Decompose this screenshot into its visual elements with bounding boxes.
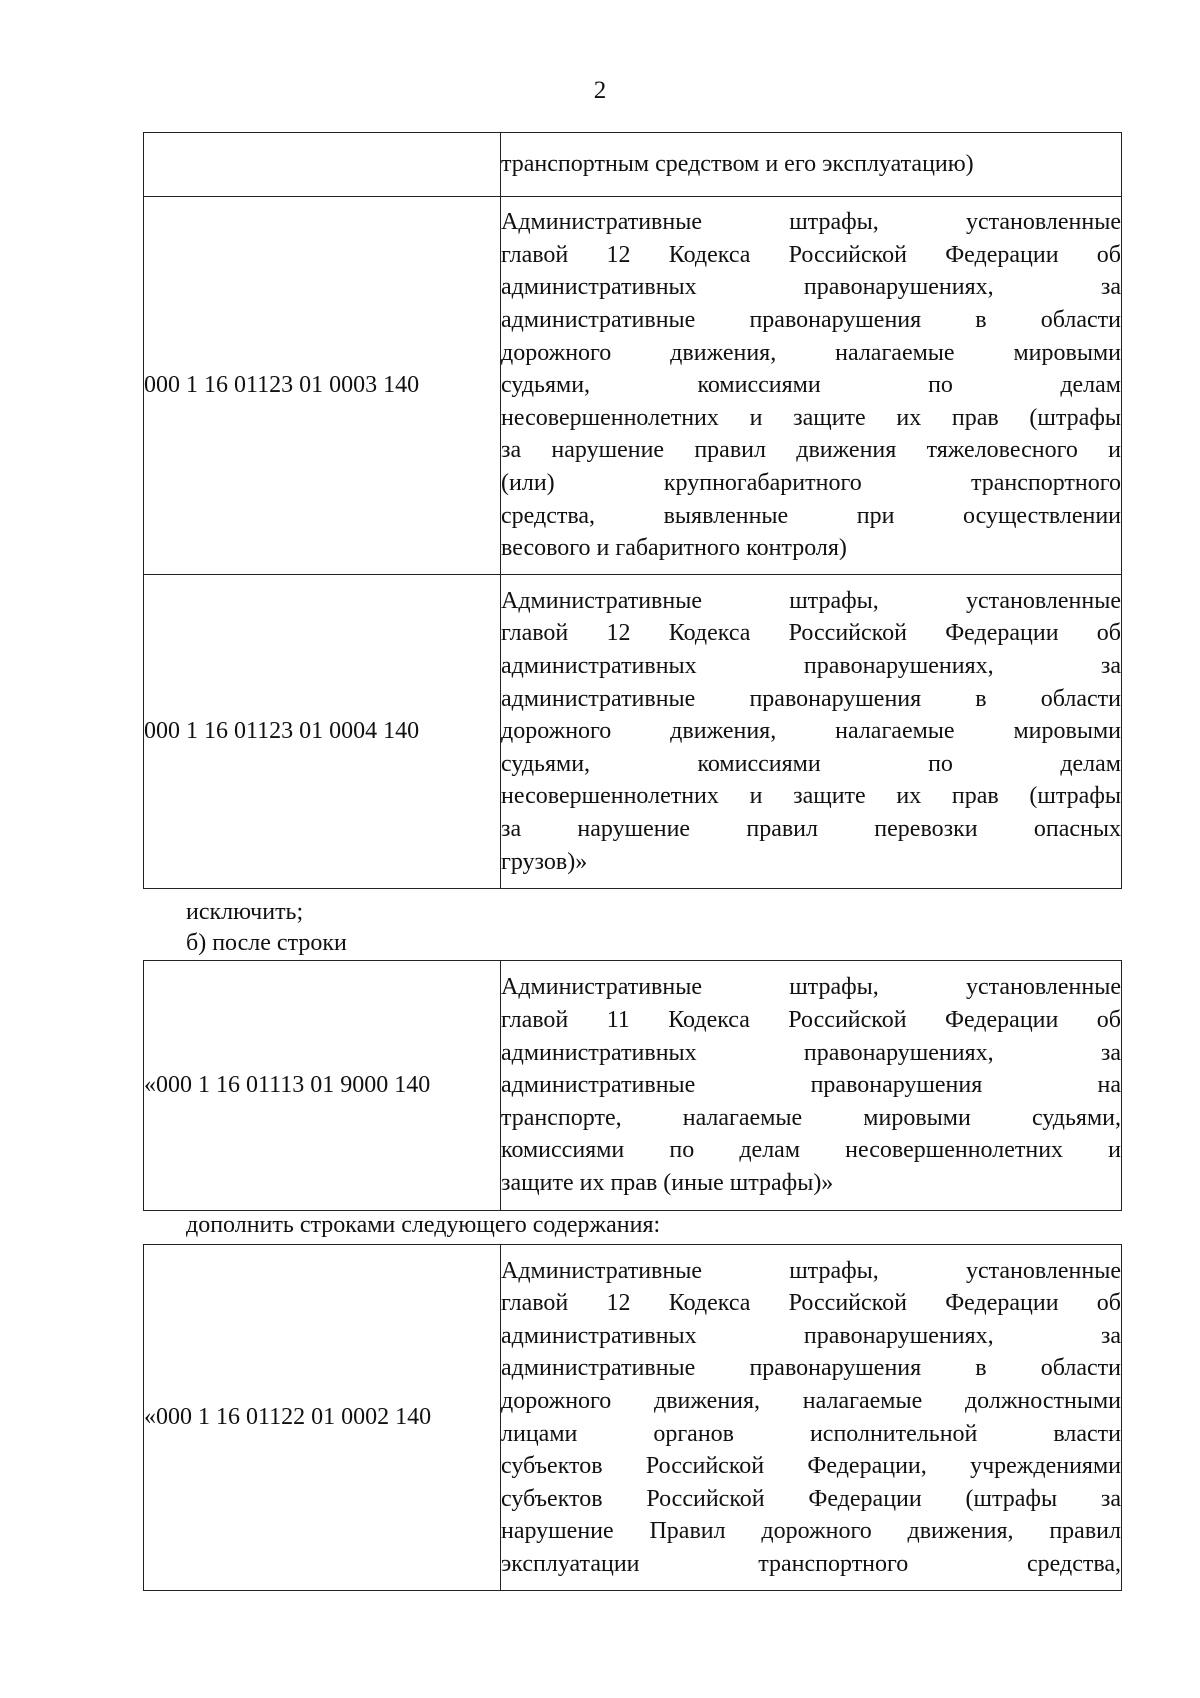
description-cell [501, 1245, 1122, 1591]
description-line: дорожного движения, налагаемые мировыми [501, 718, 1121, 745]
description-line: защите их прав (иные штрафы)» [501, 1169, 834, 1196]
description-line: лицами органов исполнительной власти [501, 1420, 1121, 1447]
description-line: Административные штрафы, установленные [501, 209, 1121, 236]
description-line: административных правонарушениях, за [501, 1039, 1121, 1066]
description-cell [501, 575, 1122, 889]
table-row [144, 575, 1122, 889]
description-line: административных правонарушениях, за [501, 274, 1121, 301]
description-line: транспортным средством и его эксплуатацию) [501, 151, 974, 178]
description-line: дорожного движения, налагаемые мировыми [501, 339, 1121, 366]
description-line: комиссиями по делам несовершеннолетних и [501, 1137, 1121, 1164]
description-line: дорожного движения, налагаемые должностными [501, 1387, 1121, 1414]
budget-code-cell [144, 133, 501, 197]
description-line: административные правонарушения на [501, 1072, 1121, 1099]
description-line: весового и габаритного контроля) [501, 535, 847, 562]
description-line: главой 12 Кодекса Российской Федерации об [501, 620, 1121, 647]
description-line: главой 12 Кодекса Российской Федерации об [501, 241, 1121, 268]
description-line: административных правонарушениях, за [501, 1322, 1121, 1349]
description-line: Административные штрафы, установленные [501, 1257, 1121, 1284]
description-line: транспорте, налагаемые мировыми судьями, [501, 1104, 1121, 1131]
table-row [144, 133, 1122, 197]
description-line: административные правонарушения в области [501, 685, 1121, 712]
description-line: нарушение Правил дорожного движения, правил [501, 1518, 1121, 1545]
description-line: субъектов Российской Федерации (штрафы за [501, 1485, 1121, 1512]
description-cell [501, 133, 1122, 197]
description-line: средства, выявленные при осуществлении [501, 502, 1121, 529]
budget-code-cell: 000 1 16 01123 01 0004 140 [144, 575, 501, 889]
description-line: Административные штрафы, установленные [501, 974, 1121, 1001]
paragraph-add-rows: дополнить строками следующего содержания: [186, 1212, 661, 1238]
description-line: за нарушение правил перевозки опасных [501, 815, 1121, 842]
description-line: главой 11 Кодекса Российской Федерации об [501, 1007, 1121, 1034]
description-line: несовершеннолетних и защите их прав (штрафы [501, 783, 1121, 810]
code-table-1 [143, 132, 1122, 889]
paragraph-after-row: б) после строки [186, 930, 347, 956]
description-line: грузов)» [501, 848, 588, 875]
code-table-2 [143, 960, 1122, 1211]
description-line: судьями, комиссиями по делам [501, 750, 1121, 777]
description-line: за нарушение правил движения тяжеловесного и [501, 437, 1121, 464]
table-row [144, 197, 1122, 575]
table-row [144, 1245, 1122, 1591]
description-cell [501, 197, 1122, 575]
budget-code-cell: «000 1 16 01113 01 9000 140 [144, 961, 501, 1211]
budget-code-cell: «000 1 16 01122 01 0002 140 [144, 1245, 501, 1591]
description-line: судьями, комиссиями по делам [501, 372, 1121, 399]
description-line: Административные штрафы, установленные [501, 587, 1121, 614]
description-line: административные правонарушения в области [501, 307, 1121, 334]
description-line: административных правонарушениях, за [501, 653, 1121, 680]
description-line: административные правонарушения в области [501, 1355, 1121, 1382]
description-line: несовершеннолетних и защите их прав (штрафы [501, 404, 1121, 431]
description-line: главой 12 Кодекса Российской Федерации об [501, 1290, 1121, 1317]
code-table-3 [143, 1244, 1122, 1591]
paragraph-exclude: исключить; [186, 899, 304, 925]
page-number: 2 [593, 77, 607, 104]
table-row [144, 961, 1122, 1211]
description-line: эксплуатации транспортного средства, [501, 1550, 1121, 1577]
description-cell [501, 961, 1122, 1211]
description-line: (или) крупногабаритного транспортного [501, 469, 1121, 496]
description-line: субъектов Российской Федерации, учреждениями [501, 1453, 1121, 1480]
budget-code-cell: 000 1 16 01123 01 0003 140 [144, 197, 501, 575]
